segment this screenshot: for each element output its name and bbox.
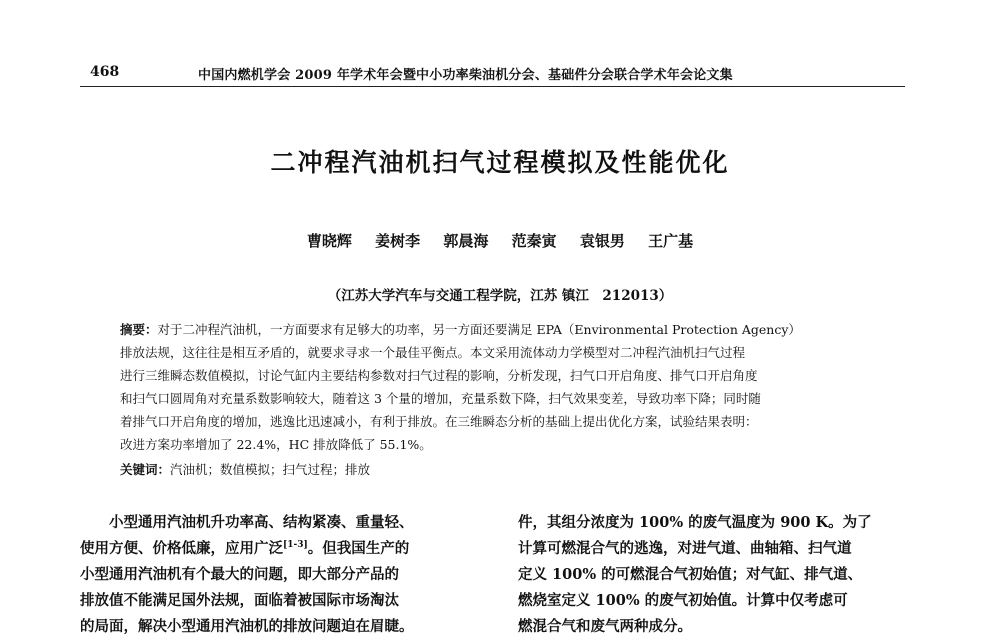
body-line [80, 536, 485, 562]
affiliation: （江苏大学汽车与交通工程学院，江苏 镇江 212013） [327, 288, 673, 304]
abstract-text: 对于二冲程汽油机，一方面要求有足够大的功率，另一方面还要满足 EPA（Environmental Protection Agency） [157, 322, 801, 337]
body-text: 使用方便、价格低廉，应用广泛 [80, 540, 283, 557]
author-list [0, 230, 1000, 251]
abstract-line: 和扫气口圆周角对充量系数影响较大，随着这 3 个量的增加，充量系数下降，扫气效果变差，导致功率下降；同时随 [120, 391, 761, 406]
author: 王广基 [648, 232, 694, 250]
body-line: 定义 100% 的可燃混合气初始值；对气缸、排气道、 [518, 566, 863, 583]
body-line: 小型通用汽油机有个最大的问题，即大部分产品的 [80, 566, 399, 583]
abstract-line: 改进方案功率增加了 22.4%，HC 排放降低了 55.1%。 [120, 437, 432, 452]
body-column-right [518, 510, 908, 640]
abstract [120, 318, 890, 456]
journal-title: 中国内燃机学会 2009 年学术年会暨中小功率柴油机分会、基础件分会联合学术年会论文集 [198, 68, 733, 83]
keywords-text: 汽油机；数值模拟；扫气过程；排放 [170, 462, 371, 477]
citation-ref: [1-3] [283, 540, 308, 551]
body-line: 排放值不能满足国外法规，面临着被国际市场淘汰 [80, 592, 399, 609]
body-line: 燃混合气和废气两种成分。 [518, 618, 692, 635]
paper-title: 二冲程汽油机扫气过程模拟及性能优化 [270, 148, 730, 177]
author: 袁银男 [579, 232, 625, 250]
author: 曹晓辉 [306, 232, 352, 250]
running-header [80, 64, 905, 84]
abstract-line: 着排气口开启角度的增加，逃逸比迅速减小，有利于排放。在三维瞬态分析的基础上提出优化方案，试验结果表明： [120, 414, 758, 429]
page-number: 468 [90, 64, 120, 80]
keywords [120, 458, 890, 481]
body-text: 。但我国生产的 [307, 540, 410, 557]
body-column-left [80, 510, 485, 640]
header-rule [80, 86, 905, 87]
keywords-label: 关键词： [120, 462, 171, 477]
abstract-label: 摘要： [120, 322, 158, 337]
body-line: 的局面，解决小型通用汽油机的排放问题迫在眉睫。 [80, 618, 414, 635]
abstract-line [120, 318, 890, 341]
body-line: 小型通用汽油机升功率高、结构紧凑、重量轻、 [80, 514, 414, 531]
author: 郭晨海 [443, 232, 489, 250]
body-line: 计算可燃混合气的逃逸，对进气道、曲轴箱、扫气道 [518, 540, 852, 557]
author: 范秦寅 [511, 232, 557, 250]
body-line: 燃烧室定义 100% 的废气初始值。计算中仅考虑可 [518, 592, 848, 609]
abstract-line: 进行三维瞬态数值模拟，讨论气缸内主要结构参数对扫气过程的影响，分析发现，扫气口开启角度、排气口开启角度 [120, 368, 758, 383]
author: 姜树李 [375, 232, 421, 250]
body-line: 件，其组分浓度为 100% 的废气温度为 900 K。为了 [518, 514, 872, 531]
abstract-line: 排放法规，这往往是相互矛盾的，就要求寻求一个最佳平衡点。本文采用流体动力学模型对二冲程汽油机扫气过程 [120, 345, 746, 360]
